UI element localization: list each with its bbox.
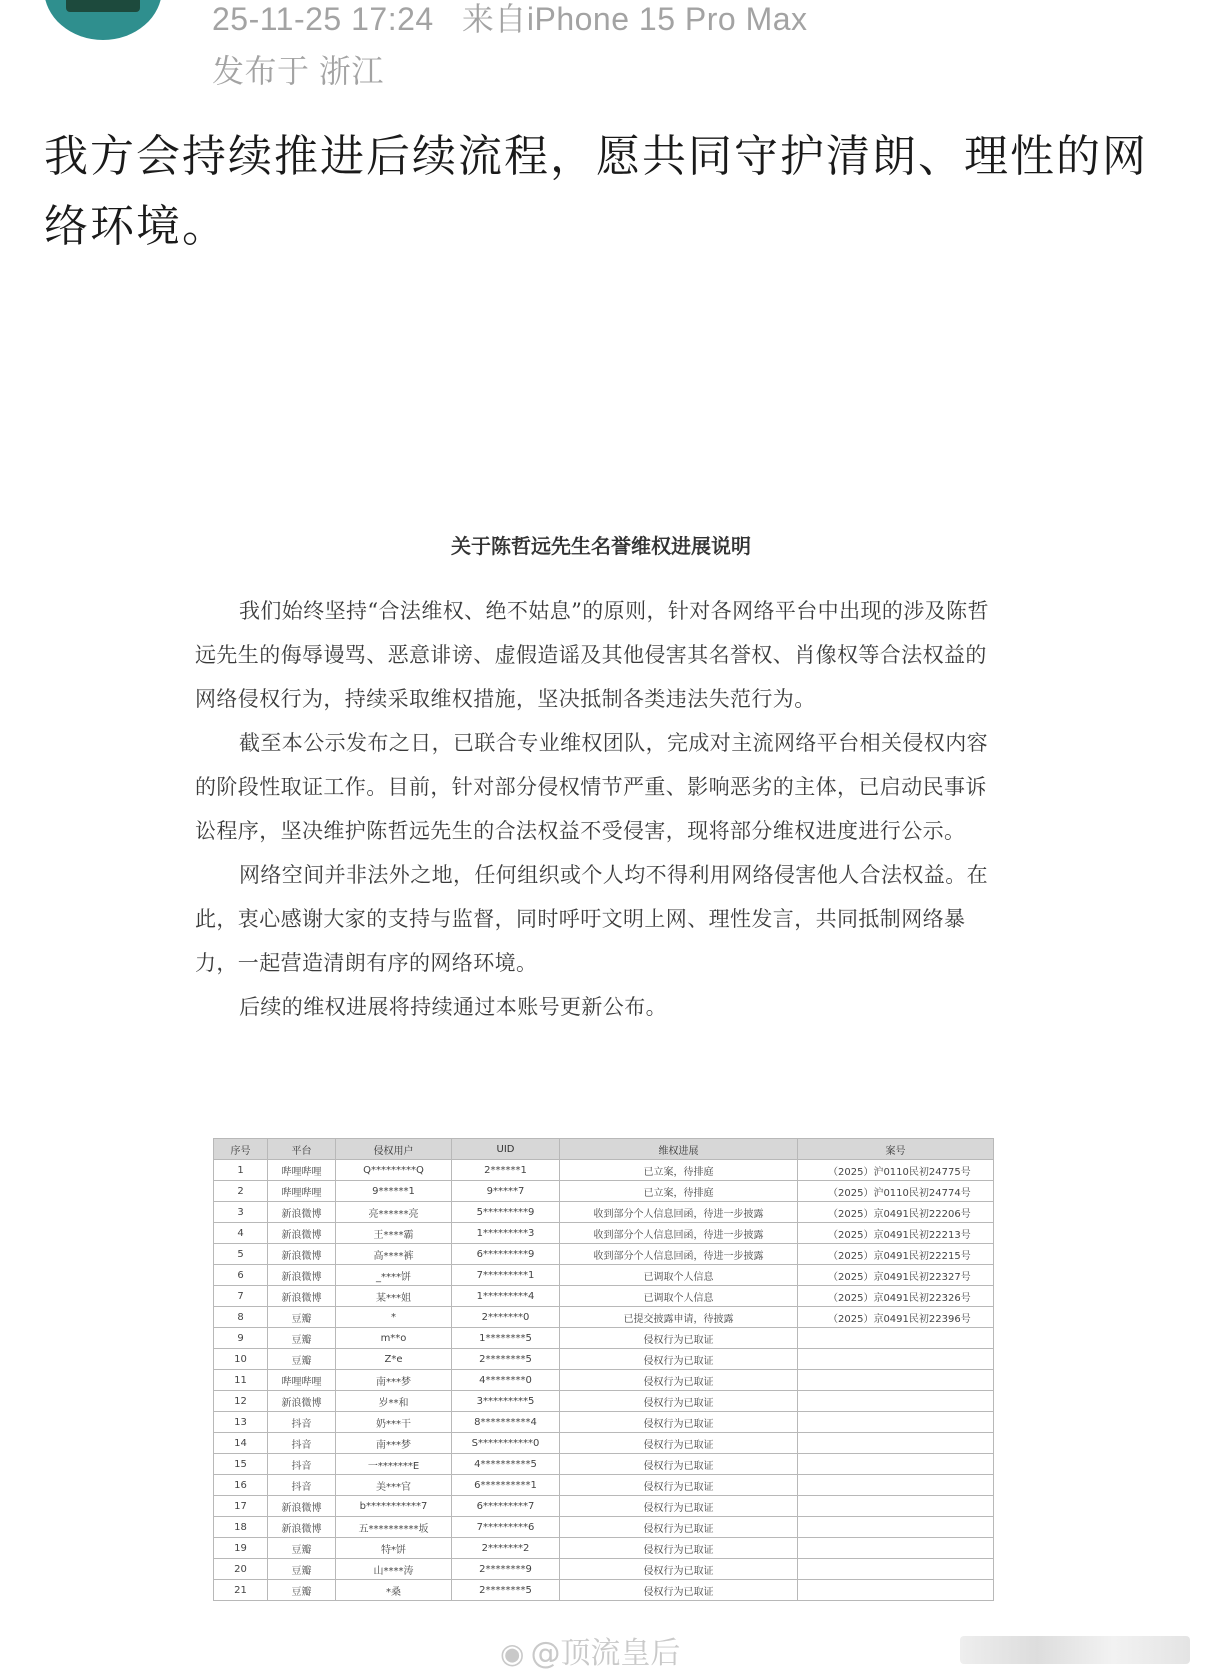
cell-uid: 2********9 bbox=[452, 1559, 560, 1580]
cell-progress: 侵权行为已取证 bbox=[560, 1517, 798, 1538]
table-row bbox=[214, 1517, 994, 1538]
table-row bbox=[214, 1265, 994, 1286]
cell-user: m**o bbox=[336, 1328, 452, 1349]
col-header-progress: 维权进展 bbox=[560, 1139, 798, 1160]
watermark-text: @顶流皇后 bbox=[530, 1636, 681, 1671]
cell-user: 高****裤 bbox=[336, 1244, 452, 1265]
cell-platform: 豆瓣 bbox=[268, 1538, 336, 1559]
cell-case-number: （2025）京0491民初22215号 bbox=[798, 1244, 994, 1265]
cell-case-number: （2025）京0491民初22396号 bbox=[798, 1307, 994, 1328]
cell-user: b***********7 bbox=[336, 1496, 452, 1517]
cell-uid: 1*********4 bbox=[452, 1286, 560, 1307]
attached-document-image[interactable] bbox=[195, 530, 1007, 1610]
document-paragraph: 截至本公示发布之日，已联合专业维权团队，完成对主流网络平台相关侵权内容的阶段性取证工作。目前，针对部分侵权情节严重、影响恶劣的主体，已启动民事诉讼程序，坚决维护陈哲远先生的合法权益不受侵害，现将部分维权进度进行公示。 bbox=[195, 731, 988, 843]
cell-case-number bbox=[798, 1559, 994, 1580]
document-paragraph: 网络空间并非法外之地，任何组织或个人均不得利用网络侵害他人合法权益。在此，衷心感谢大家的支持与监督，同时呼吁文明上网、理性发言，共同抵制网络暴力，一起营造清朗有序的网络环境。 bbox=[195, 863, 988, 975]
table-row bbox=[214, 1412, 994, 1433]
cell-index: 2 bbox=[214, 1181, 268, 1202]
table-row bbox=[214, 1328, 994, 1349]
cell-user: 山****涛 bbox=[336, 1559, 452, 1580]
table-row bbox=[214, 1454, 994, 1475]
cell-uid: 6*********7 bbox=[452, 1496, 560, 1517]
cell-progress: 侵权行为已取证 bbox=[560, 1580, 798, 1601]
cell-uid: 2********5 bbox=[452, 1349, 560, 1370]
cell-uid: 7*********1 bbox=[452, 1265, 560, 1286]
cell-platform: 抖音 bbox=[268, 1433, 336, 1454]
cell-uid: 1********5 bbox=[452, 1328, 560, 1349]
blurred-overlay bbox=[960, 1636, 1190, 1664]
cell-platform: 新浪微博 bbox=[268, 1391, 336, 1412]
table-row bbox=[214, 1370, 994, 1391]
cell-user: Q*********Q bbox=[336, 1160, 452, 1181]
cell-index: 8 bbox=[214, 1307, 268, 1328]
cell-uid: 8**********4 bbox=[452, 1412, 560, 1433]
weibo-watermark bbox=[500, 1628, 680, 1672]
cell-case-number: （2025）京0491民初22206号 bbox=[798, 1202, 994, 1223]
cell-progress: 收到部分个人信息回函，待进一步披露 bbox=[560, 1223, 798, 1244]
cell-case-number bbox=[798, 1580, 994, 1601]
cell-case-number: （2025）沪0110民初24774号 bbox=[798, 1181, 994, 1202]
cell-uid: 5*********9 bbox=[452, 1202, 560, 1223]
cell-case-number: （2025）沪0110民初24775号 bbox=[798, 1160, 994, 1181]
cell-platform: 豆瓣 bbox=[268, 1328, 336, 1349]
post-timestamp: 25-11-25 17:24 bbox=[212, 1, 434, 37]
cell-index: 3 bbox=[214, 1202, 268, 1223]
cell-user: * bbox=[336, 1307, 452, 1328]
cell-index: 11 bbox=[214, 1370, 268, 1391]
document-title: 关于陈哲远先生名誉维权进展说明 bbox=[451, 534, 751, 558]
cell-platform: 豆瓣 bbox=[268, 1559, 336, 1580]
cell-user: _****饼 bbox=[336, 1265, 452, 1286]
cell-platform: 豆瓣 bbox=[268, 1349, 336, 1370]
cell-index: 6 bbox=[214, 1265, 268, 1286]
cell-index: 1 bbox=[214, 1160, 268, 1181]
cell-progress: 侵权行为已取证 bbox=[560, 1391, 798, 1412]
cell-case-number: （2025）京0491民初22213号 bbox=[798, 1223, 994, 1244]
rights-progress-table bbox=[213, 1138, 994, 1601]
table-row bbox=[214, 1181, 994, 1202]
cell-index: 14 bbox=[214, 1433, 268, 1454]
cell-platform: 豆瓣 bbox=[268, 1307, 336, 1328]
cell-case-number: （2025）京0491民初22326号 bbox=[798, 1286, 994, 1307]
table-row bbox=[214, 1202, 994, 1223]
cell-platform: 新浪微博 bbox=[268, 1244, 336, 1265]
table-row bbox=[214, 1538, 994, 1559]
cell-uid: 6*********9 bbox=[452, 1244, 560, 1265]
cell-platform: 哔哩哔哩 bbox=[268, 1160, 336, 1181]
cell-index: 4 bbox=[214, 1223, 268, 1244]
cell-progress: 侵权行为已取证 bbox=[560, 1475, 798, 1496]
cell-platform: 新浪微博 bbox=[268, 1265, 336, 1286]
table-row bbox=[214, 1580, 994, 1601]
cell-user: 奶***干 bbox=[336, 1412, 452, 1433]
cell-user: 一*******E bbox=[336, 1454, 452, 1475]
cell-user: 王****霸 bbox=[336, 1223, 452, 1244]
table-row bbox=[214, 1244, 994, 1265]
cell-case-number bbox=[798, 1496, 994, 1517]
table-row bbox=[214, 1433, 994, 1454]
cell-uid: 4**********5 bbox=[452, 1454, 560, 1475]
cell-progress: 侵权行为已取证 bbox=[560, 1433, 798, 1454]
cell-index: 9 bbox=[214, 1328, 268, 1349]
cell-case-number bbox=[798, 1391, 994, 1412]
user-avatar[interactable] bbox=[44, 0, 162, 40]
cell-uid: 2********5 bbox=[452, 1580, 560, 1601]
cell-user: 南***梦 bbox=[336, 1433, 452, 1454]
cell-index: 21 bbox=[214, 1580, 268, 1601]
cell-index: 10 bbox=[214, 1349, 268, 1370]
table-row bbox=[214, 1349, 994, 1370]
post-location: 发布于 浙江 bbox=[212, 53, 384, 89]
cell-user: 岁**和 bbox=[336, 1391, 452, 1412]
cell-platform: 新浪微博 bbox=[268, 1202, 336, 1223]
cell-platform: 抖音 bbox=[268, 1475, 336, 1496]
table-row bbox=[214, 1391, 994, 1412]
cell-case-number bbox=[798, 1517, 994, 1538]
col-header-uid: UID bbox=[452, 1139, 560, 1160]
cell-progress: 侵权行为已取证 bbox=[560, 1370, 798, 1391]
cell-progress: 已立案，待排庭 bbox=[560, 1160, 798, 1181]
cell-platform: 抖音 bbox=[268, 1454, 336, 1475]
cell-progress: 收到部分个人信息回函，待进一步披露 bbox=[560, 1244, 798, 1265]
cell-uid: 1*********3 bbox=[452, 1223, 560, 1244]
cell-uid: 3*********5 bbox=[452, 1391, 560, 1412]
cell-user: 特*饼 bbox=[336, 1538, 452, 1559]
cell-uid: 7*********6 bbox=[452, 1517, 560, 1538]
cell-user: *桑 bbox=[336, 1580, 452, 1601]
cell-index: 5 bbox=[214, 1244, 268, 1265]
cell-index: 20 bbox=[214, 1559, 268, 1580]
cell-index: 7 bbox=[214, 1286, 268, 1307]
cell-uid: S***********0 bbox=[452, 1433, 560, 1454]
cell-index: 15 bbox=[214, 1454, 268, 1475]
cell-progress: 侵权行为已取证 bbox=[560, 1538, 798, 1559]
cell-index: 19 bbox=[214, 1538, 268, 1559]
cell-progress: 已立案，待排庭 bbox=[560, 1181, 798, 1202]
table-header-row bbox=[214, 1139, 994, 1160]
cell-case-number bbox=[798, 1433, 994, 1454]
cell-platform: 新浪微博 bbox=[268, 1496, 336, 1517]
col-header-case-number: 案号 bbox=[798, 1139, 994, 1160]
cell-case-number bbox=[798, 1370, 994, 1391]
post-source: 来自iPhone 15 Pro Max bbox=[461, 1, 808, 37]
cell-case-number bbox=[798, 1412, 994, 1433]
cell-case-number bbox=[798, 1349, 994, 1370]
cell-user: 亮******亮 bbox=[336, 1202, 452, 1223]
cell-progress: 侵权行为已取证 bbox=[560, 1328, 798, 1349]
table-row bbox=[214, 1559, 994, 1580]
cell-user: 某***姐 bbox=[336, 1286, 452, 1307]
cell-progress: 收到部分个人信息回函，待进一步披露 bbox=[560, 1202, 798, 1223]
cell-uid: 6**********1 bbox=[452, 1475, 560, 1496]
cell-progress: 已调取个人信息 bbox=[560, 1286, 798, 1307]
cell-platform: 新浪微博 bbox=[268, 1223, 336, 1244]
cell-progress: 已调取个人信息 bbox=[560, 1265, 798, 1286]
table-row bbox=[214, 1496, 994, 1517]
cell-index: 18 bbox=[214, 1517, 268, 1538]
cell-uid: 2******1 bbox=[452, 1160, 560, 1181]
cell-case-number bbox=[798, 1454, 994, 1475]
table-row bbox=[214, 1223, 994, 1244]
weibo-icon: ◉ bbox=[500, 1637, 525, 1670]
cell-user: Z*e bbox=[336, 1349, 452, 1370]
cell-uid: 2*******0 bbox=[452, 1307, 560, 1328]
cell-platform: 豆瓣 bbox=[268, 1580, 336, 1601]
cell-case-number bbox=[798, 1328, 994, 1349]
cell-index: 13 bbox=[214, 1412, 268, 1433]
cell-user: 9******1 bbox=[336, 1181, 452, 1202]
cell-platform: 哔哩哔哩 bbox=[268, 1181, 336, 1202]
cell-user: 五**********坂 bbox=[336, 1517, 452, 1538]
cell-progress: 侵权行为已取证 bbox=[560, 1559, 798, 1580]
cell-progress: 侵权行为已取证 bbox=[560, 1412, 798, 1433]
col-header-platform: 平台 bbox=[268, 1139, 336, 1160]
post-body-text: 我方会持续推进后续流程，愿共同守护清朗、理性的网络环境。 bbox=[44, 131, 1148, 252]
cell-case-number: （2025）京0491民初22327号 bbox=[798, 1265, 994, 1286]
avatar-graphic bbox=[66, 0, 140, 12]
cell-platform: 新浪微博 bbox=[268, 1517, 336, 1538]
col-header-user: 侵权用户 bbox=[336, 1139, 452, 1160]
cell-platform: 新浪微博 bbox=[268, 1286, 336, 1307]
table-row bbox=[214, 1475, 994, 1496]
table-body bbox=[214, 1160, 994, 1601]
cell-platform: 抖音 bbox=[268, 1412, 336, 1433]
cell-index: 12 bbox=[214, 1391, 268, 1412]
cell-case-number bbox=[798, 1475, 994, 1496]
cell-index: 16 bbox=[214, 1475, 268, 1496]
table-row bbox=[214, 1160, 994, 1181]
document-paragraph: 我们始终坚持“合法维权、绝不姑息”的原则，针对各网络平台中出现的涉及陈哲远先生的侮辱谩骂、恶意诽谤、虚假造谣及其他侵害其名誉权、肖像权等合法权益的网络侵权行为，持续采取维权措施，坚决抵制各类违法失范行为。 bbox=[195, 599, 989, 711]
cell-uid: 9*****7 bbox=[452, 1181, 560, 1202]
cell-progress: 侵权行为已取证 bbox=[560, 1454, 798, 1475]
cell-case-number bbox=[798, 1538, 994, 1559]
cell-progress: 已提交披露申请，待披露 bbox=[560, 1307, 798, 1328]
cell-progress: 侵权行为已取证 bbox=[560, 1349, 798, 1370]
post-meta bbox=[212, 0, 808, 40]
table-row bbox=[214, 1286, 994, 1307]
col-header-index: 序号 bbox=[214, 1139, 268, 1160]
cell-user: 美***官 bbox=[336, 1475, 452, 1496]
document-paragraph: 后续的维权进展将持续通过本账号更新公布。 bbox=[239, 995, 667, 1019]
cell-platform: 哔哩哔哩 bbox=[268, 1370, 336, 1391]
cell-progress: 侵权行为已取证 bbox=[560, 1496, 798, 1517]
cell-user: 南***梦 bbox=[336, 1370, 452, 1391]
cell-uid: 4********0 bbox=[452, 1370, 560, 1391]
cell-uid: 2*******2 bbox=[452, 1538, 560, 1559]
table-row bbox=[214, 1307, 994, 1328]
cell-index: 17 bbox=[214, 1496, 268, 1517]
